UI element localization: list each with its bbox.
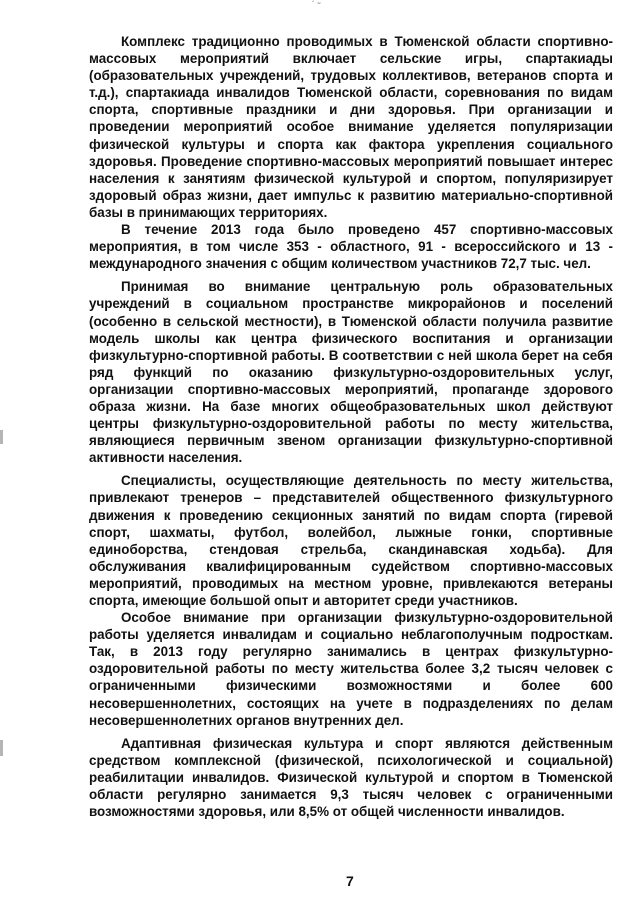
scan-mark: ́ ̃ [314,1,319,11]
document-body [89,33,613,820]
paragraph: Адаптивная физическая культура и спорт являются действенным средством комплексной (физической, психологической и социальной) реабилитации инвалидов. Физической культурой и спортом в Тюменской области регулярно занимается 9,3 тысяч человек с ограниченными возможностями здоровья, или 8,5% от общей численности инвалидов. [89,735,613,820]
page-number: 7 [346,873,354,889]
paragraph: В течение 2013 года было проведено 457 спортивно-массовых мероприятия, в том числе 353 - областного, 91 - всероссийского и 13 - международного значения с общим количеством участников 72,7 тыс. чел. [89,222,613,272]
paragraph: Комплекс традиционно проводимых в Тюменской области спортивно-массовых мероприятий включает сельские игры, спартакиады (образовательных учреждений, трудовых коллективов, ветеранов спорта и т.д.), спартакиада инвалидов Тюменской области, соревнования по видам спорта, спортивные праздники и дни здоровья. При организации и проведении мероприятий особое внимание уделяется популяризации физической культуры и спорта как фактора укрепления социального здоровья. Проведение спортивно-массовых мероприятий повышает интерес населения к занятиям физической культурой и спортом, популяризирует здоровый образ жизни, дает импульс к развитию материально-спортивной базы в принимающих территориях. [89,34,613,220]
paragraph: Принимая во внимание центральную роль образовательных учреждений в социальном пространстве микрорайонов и поселений (особенно в сельской местности), в Тюменской области получила развитие модель школы как центра физического воспитания и организации физкультурно-спортивной работы. В соответствии с ней школа берет на себя ряд функций по оказанию физкультурно-оздоровительных услуг, организации спортивно-массовых мероприятий, пропаганде здорового образа жизни. На базе многих общеобразовательных школ действуют центры физкультурно-оздоровительной работы по месту жительства, являющиеся первичным звеном организации физкультурно-спортивной активности населения. [89,279,613,466]
scan-edge-mark [0,740,3,756]
paragraph: Особое внимание при организации физкультурно-оздоровительной работы уделяется инвалидам и социально неблагополучным подросткам. Так, в 2013 году регулярно занимались в центрах физкультурно-оздоровительной работы по месту жительства более 3,2 тысяч человек с ограниченными физическими возможностями и более 600 несовершеннолетних, состоящих на учете в подразделениях по делам несовершеннолетних органов внутренних дел. [89,610,613,728]
scan-edge-mark [0,430,3,444]
paragraph: Специалисты, осуществляющие деятельность по месту жительства, привлекают тренеров – представителей общественного физкультурного движения к проведению секционных занятий по видам спорта (гиревой спорт, шахматы, футбол, волейбол, лыжные гонки, спортивные единоборства, стендовая стрельба, скандинавская ходьба). Для обслуживания квалифицированным судейством спортивно-массовых мероприятий, проводимых на местном уровне, привлекаются ветераны спорта, имеющие большой опыт и авторитет среди участников. [89,473,613,608]
